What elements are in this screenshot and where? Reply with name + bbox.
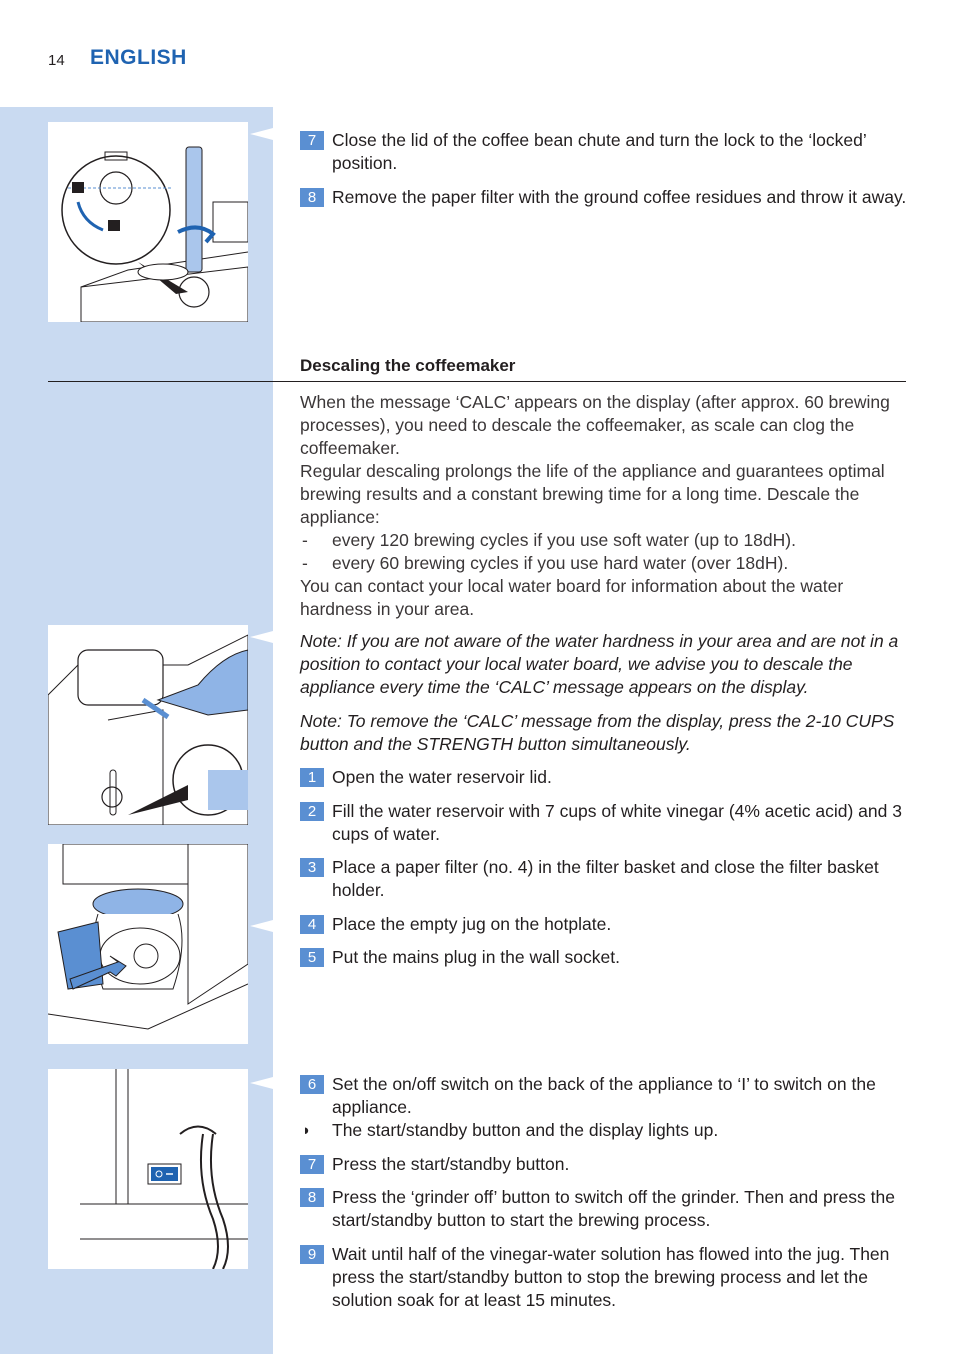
step-number: 7 [300,1155,324,1174]
section-divider [48,381,906,382]
result-text: The start/standby button and the display lights up. [332,1120,719,1140]
list-item [300,800,908,846]
list-item [300,552,908,575]
illustration-pointer [250,128,273,140]
step-number: 2 [300,802,324,821]
jug-hotplate-illustration [48,844,248,1044]
section1-steps [300,129,908,219]
intro-paragraph-1: When the message ‘CALC’ appears on the display (after approx. 60 brewing processes), you need to descale the coffeemaker, as scale can clog the coffeemaker. [300,392,890,458]
step-number: 9 [300,1245,324,1264]
step-text: Close the lid of the coffee bean chute and turn the lock to the ‘locked’ position. [332,130,867,173]
illustration-pointer [250,1077,273,1089]
step-number: 8 [300,1188,324,1207]
dash: - [302,530,308,550]
water-reservoir-illustration [48,625,248,825]
list-text: every 60 brewing cycles if you use hard water (over 18dH). [332,553,789,573]
list-item [300,1243,908,1312]
power-switch-illustration [48,1069,248,1269]
list-item [300,1186,908,1232]
step-8-remove-filter [300,186,908,209]
step-text: Fill the water reservoir with 7 cups of white vinegar (4% acetic acid) and 3 cups of water. [332,800,902,844]
step-number: 4 [300,915,324,934]
illustration-pointer [250,631,273,643]
step-number: 7 [300,131,324,150]
step-text: Place the empty jug on the hotplate. [332,913,612,934]
intro-paragraph-3: You can contact your local water board for information about the water hardness in your area. [300,576,844,619]
step-number: 6 [300,1075,324,1094]
descaling-steps-b [300,1073,908,1322]
illustration-pointer [250,920,273,932]
lock-chute-illustration [48,122,248,322]
descaling-intro [300,391,908,621]
list-item [300,946,908,969]
step-number: 8 [300,188,324,207]
list-item [300,1153,908,1176]
step-number: 1 [300,768,324,787]
step-number: 5 [300,948,324,967]
language-title: ENGLISH [90,46,187,69]
step-text: Wait until half of the vinegar-water solution has flowed into the jug. Then press the start/standby button to stop the brewing process and let the solution soak for at least 15 minutes. [332,1243,890,1310]
result-item [300,1119,908,1142]
step-text: Set the on/off switch on the back of the appliance to ‘I’ to switch on the appliance. [332,1074,876,1117]
result-arrow-icon: ◗ [302,1122,312,1139]
note-water-hardness: Note: If you are not aware of the water hardness in your area and are not in a position to contact your local water board, we advise you to descale the appliance every time the ‘CALC’ message appears on the display. [300,631,899,697]
dash: - [302,553,308,573]
list-item [300,913,908,936]
step-text: Put the mains plug in the wall socket. [332,947,620,967]
list-text: every 120 brewing cycles if you use soft water (up to 18dH). [332,530,796,550]
step-text: Press the ‘grinder off’ button to switch off the grinder. Then and press the start/standby button to start the brewing process. [332,1187,895,1230]
note-calc-message: Note: To remove the ‘CALC’ message from the display, press the 2-10 CUPS button and the STRENGTH button simultaneously. [300,710,895,754]
step-text: Remove the paper filter with the ground coffee residues and throw it away. [332,186,907,207]
descaling-steps-a [300,630,908,980]
list-item [300,529,908,552]
list-item [300,1073,908,1119]
step-text: Place a paper filter (no. 4) in the filter basket and close the filter basket holder. [332,857,879,900]
step-7-close-lid [300,129,908,175]
step-text: Open the water reservoir lid. [332,767,552,787]
list-item [300,856,908,902]
step-text: Press the start/standby button. [332,1153,570,1174]
list-item [300,766,908,789]
intro-paragraph-2: Regular descaling prolongs the life of the appliance and guarantees optimal brewing results and a constant brewing time for a long time. Descale the appliance: [300,461,885,527]
section-heading: Descaling the coffeemaker [300,356,516,375]
step-number: 3 [300,858,324,877]
page-number: 14 [48,52,65,69]
